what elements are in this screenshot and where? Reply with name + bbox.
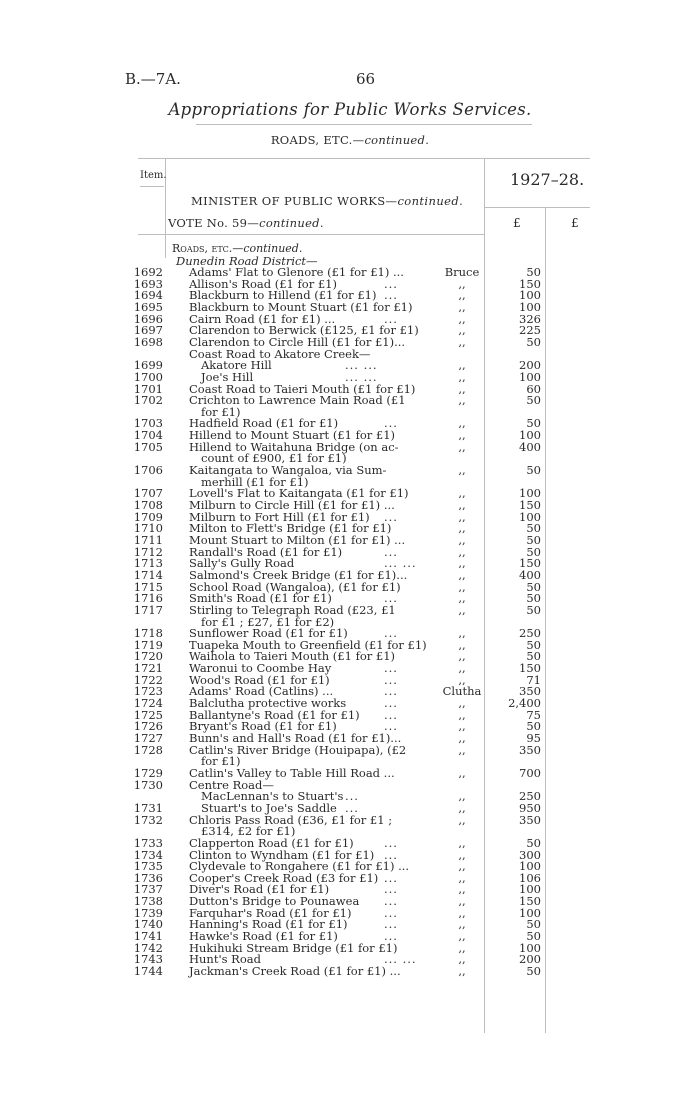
item-number: 1702 bbox=[133, 393, 163, 408]
table-row bbox=[0, 441, 700, 453]
item-number: 1721 bbox=[133, 661, 163, 676]
item-amount: 60 bbox=[526, 381, 541, 396]
item-number: 1719 bbox=[133, 637, 163, 652]
item-description: Smith's Road (£1 for £1) bbox=[189, 591, 332, 606]
item-description: Stuart's to Joe's Saddle bbox=[201, 800, 337, 815]
item-amount: 100 bbox=[519, 486, 541, 501]
item-amount: 400 bbox=[519, 439, 541, 454]
item-number: 1715 bbox=[133, 579, 163, 594]
item-number: 1724 bbox=[133, 696, 163, 711]
item-amount: 100 bbox=[519, 905, 541, 920]
leader-dots: ... bbox=[384, 917, 398, 932]
item-number: 1739 bbox=[133, 905, 163, 920]
leader-dots: ... bbox=[384, 509, 398, 524]
item-district: ,, bbox=[458, 463, 466, 478]
table-row bbox=[0, 814, 700, 826]
item-description: Waihola to Taieri Mouth (£1 for £1) bbox=[189, 649, 396, 664]
item-district: ,, bbox=[458, 544, 466, 559]
item-district: ,, bbox=[458, 731, 466, 745]
page-subtitle bbox=[0, 133, 700, 147]
item-number: 1711 bbox=[133, 532, 163, 547]
item-description: Adams' Flat to Glenore (£1 for £1) ... bbox=[189, 265, 404, 279]
table-row bbox=[0, 266, 700, 278]
leader-dots: ... bbox=[384, 544, 398, 559]
item-number: 1708 bbox=[133, 498, 163, 512]
item-district: ,, bbox=[458, 556, 466, 571]
item-district: ,, bbox=[458, 800, 466, 815]
leader-dots: ... bbox=[384, 882, 398, 897]
minister-continued: continued. bbox=[397, 194, 464, 208]
item-description: Adams' Road (Catlins) ... bbox=[189, 684, 334, 699]
item-number: 1695 bbox=[133, 299, 163, 314]
table-top-rule bbox=[138, 158, 590, 159]
item-amount: 250 bbox=[519, 626, 541, 641]
page-number: 66 bbox=[356, 70, 376, 88]
item-description: Crichton to Lawrence Main Road (£1 bbox=[189, 393, 406, 408]
item-number: 1694 bbox=[133, 288, 163, 303]
item-district: ,, bbox=[458, 637, 466, 652]
page-title: Appropriations for Public Works Services. bbox=[168, 100, 532, 119]
item-amount: 106 bbox=[519, 870, 541, 885]
item-amount: 100 bbox=[519, 299, 541, 314]
item-description: Cairn Road (£1 for £1) ... bbox=[189, 311, 336, 326]
item-number: 1728 bbox=[133, 742, 163, 757]
item-description: Farquhar's Road (£1 for £1) bbox=[189, 905, 352, 920]
table-row bbox=[0, 662, 700, 674]
item-description: Centre Road— bbox=[189, 777, 274, 792]
table-row bbox=[0, 674, 700, 686]
item-district: Clutha bbox=[442, 684, 482, 699]
item-district: ,, bbox=[458, 591, 466, 606]
item-number: 1741 bbox=[133, 929, 163, 944]
pound-heading-1: £ bbox=[513, 216, 521, 230]
item-amount: 100 bbox=[519, 940, 541, 955]
item-number: 1734 bbox=[133, 847, 163, 862]
item-district: ,, bbox=[458, 369, 466, 384]
item-amount: 50 bbox=[526, 265, 541, 279]
item-district: ,, bbox=[458, 323, 466, 338]
item-description: Coast Road to Taieri Mouth (£1 for £1) bbox=[189, 381, 416, 396]
table-row bbox=[0, 744, 700, 756]
item-district: ,, bbox=[458, 626, 466, 641]
item-description: Mount Stuart to Milton (£1 for £1) ... bbox=[189, 532, 406, 547]
item-number: 1703 bbox=[133, 416, 163, 431]
item-number: 1725 bbox=[133, 707, 163, 722]
item-description: Diver's Road (£1 for £1) bbox=[189, 882, 330, 897]
item-number: 1697 bbox=[133, 323, 163, 338]
item-amount: 50 bbox=[526, 602, 541, 617]
item-amount: 700 bbox=[519, 765, 541, 780]
item-amount: 150 bbox=[519, 661, 541, 676]
item-amount: 300 bbox=[519, 847, 541, 862]
item-description: School Road (Wangaloa), (£1 for £1) bbox=[189, 579, 401, 594]
item-description: Tuapeka Mouth to Greenfield (£1 for £1) bbox=[189, 637, 427, 652]
item-amount: 150 bbox=[519, 276, 541, 291]
item-description: Milton to Flett's Bridge (£1 for £1) bbox=[189, 521, 392, 536]
item-district: ,, bbox=[458, 486, 466, 501]
leader-dots: ... bbox=[384, 905, 398, 920]
item-number: 1707 bbox=[133, 486, 163, 501]
table-row bbox=[0, 534, 700, 546]
district-heading: Dunedin Road District— bbox=[176, 254, 318, 268]
item-number: 1710 bbox=[133, 521, 163, 536]
item-description: Clarendon to Berwick (£125, £1 for £1) bbox=[189, 323, 419, 338]
item-amount: 71 bbox=[526, 672, 541, 687]
item-district: ,, bbox=[458, 416, 466, 431]
item-amount: 50 bbox=[526, 637, 541, 652]
item-district: Bruce bbox=[444, 265, 480, 279]
item-number: 1698 bbox=[133, 334, 163, 349]
item-description: Stirling to Telegraph Road (£23, £1 bbox=[189, 602, 396, 617]
item-amount: 100 bbox=[519, 509, 541, 524]
item-amount: 50 bbox=[526, 917, 541, 932]
table-row bbox=[0, 685, 700, 697]
table-row bbox=[0, 767, 700, 779]
item-description: Chloris Pass Road (£36, £1 for £1 ; bbox=[189, 812, 393, 827]
leader-dots: ... bbox=[384, 719, 398, 734]
item-description: Jackman's Creek Road (£1 for £1) ... bbox=[189, 964, 401, 978]
item-number: 1705 bbox=[133, 439, 163, 454]
item-district: ,, bbox=[458, 393, 466, 408]
item-column-heading: Item. bbox=[140, 170, 167, 181]
item-district: ,, bbox=[458, 567, 466, 582]
table-row bbox=[0, 301, 700, 313]
item-description: Joe's Hill bbox=[201, 369, 254, 384]
item-district: ,, bbox=[458, 847, 466, 862]
item-amount: 350 bbox=[519, 812, 541, 827]
vote-main: VOTE No. 59— bbox=[168, 216, 260, 230]
leader-dots: ... ... bbox=[384, 556, 417, 571]
table-row bbox=[0, 406, 700, 418]
leader-dots: ... bbox=[384, 626, 398, 641]
item-district: ,, bbox=[458, 742, 466, 757]
item-district: ,, bbox=[458, 276, 466, 291]
item-number: 1731 bbox=[133, 800, 163, 815]
item-district: ,, bbox=[458, 905, 466, 920]
item-amount: 50 bbox=[526, 463, 541, 478]
item-amount: 75 bbox=[526, 707, 541, 722]
item-number: 1692 bbox=[133, 265, 163, 279]
section-continued: —continued. bbox=[232, 242, 303, 255]
item-description: MacLennan's to Stuart's bbox=[201, 789, 344, 804]
item-description: Bunn's and Hall's Road (£1 for £1)... bbox=[189, 731, 402, 745]
item-district: ,, bbox=[458, 894, 466, 909]
item-number: 1743 bbox=[133, 952, 163, 967]
item-amount: 150 bbox=[519, 556, 541, 571]
item-number: 1720 bbox=[133, 649, 163, 664]
item-amount: 326 bbox=[519, 311, 541, 326]
leader-dots: ... bbox=[384, 661, 398, 676]
item-amount: 50 bbox=[526, 964, 541, 978]
item-number: 1729 bbox=[133, 765, 163, 780]
item-number: 1738 bbox=[133, 894, 163, 909]
item-description: Hawke's Road (£1 for £1) bbox=[189, 929, 338, 944]
item-description: Kaitangata to Wangaloa, via Sum- bbox=[189, 463, 387, 478]
item-number: 1706 bbox=[133, 463, 163, 478]
leader-dots: ... bbox=[384, 696, 398, 711]
leader-dots: ... bbox=[384, 929, 398, 944]
item-district: ,, bbox=[458, 299, 466, 314]
item-description: Hukihuki Stream Bridge (£1 for £1) bbox=[189, 940, 398, 955]
item-description: Milburn to Fort Hill (£1 for £1) bbox=[189, 509, 370, 524]
table-row bbox=[0, 872, 700, 884]
item-number: 1700 bbox=[133, 369, 163, 384]
item-amount: 100 bbox=[519, 859, 541, 874]
item-number: 1722 bbox=[133, 672, 163, 687]
document-code: B.—7A. bbox=[125, 70, 181, 88]
leader-dots: ... bbox=[384, 847, 398, 862]
item-amount: 50 bbox=[526, 835, 541, 850]
item-district: ,, bbox=[458, 952, 466, 967]
subtitle-main: ROADS, ETC.— bbox=[270, 133, 365, 147]
item-number: 1713 bbox=[133, 556, 163, 571]
leader-dots: ... bbox=[384, 311, 398, 326]
leader-dots: ... bbox=[384, 707, 398, 722]
item-district: ,, bbox=[458, 870, 466, 885]
item-district: ,, bbox=[458, 672, 466, 687]
item-district: ,, bbox=[458, 649, 466, 664]
item-number: 1732 bbox=[133, 812, 163, 827]
item-description: Catlin's River Bridge (Houipapa), (£2 bbox=[189, 742, 407, 757]
leader-dots: ... ... bbox=[345, 358, 378, 373]
item-amount: 350 bbox=[519, 742, 541, 757]
item-description: Hillend to Waitahuna Bridge (on ac- bbox=[189, 439, 399, 454]
item-description: £314, £2 for £1) bbox=[201, 824, 296, 839]
leader-dots: ... bbox=[384, 684, 398, 699]
item-number: 1733 bbox=[133, 835, 163, 850]
item-district: ,, bbox=[458, 498, 466, 512]
item-description: Sally's Gully Road bbox=[189, 556, 295, 571]
item-amount: 250 bbox=[519, 789, 541, 804]
item-number: 1742 bbox=[133, 940, 163, 955]
item-number: 1701 bbox=[133, 381, 163, 396]
item-description: Bryant's Road (£1 for £1) bbox=[189, 719, 337, 734]
minister-main: MINISTER OF PUBLIC WORKS— bbox=[191, 194, 398, 208]
section-main: Roads, etc. bbox=[172, 242, 233, 255]
item-description: Cooper's Creek Road (£3 for £1) bbox=[189, 870, 379, 885]
table-row bbox=[0, 616, 700, 628]
item-description: Randall's Road (£1 for £1) bbox=[189, 544, 343, 559]
leader-dots: ... bbox=[384, 276, 398, 291]
item-district: ,, bbox=[458, 381, 466, 396]
item-amount: 50 bbox=[526, 416, 541, 431]
item-description: Balclutha protective works bbox=[189, 696, 347, 711]
item-description: Clydevale to Rongahere (£1 for £1) ... bbox=[189, 859, 410, 874]
item-description: Akatore Hill bbox=[201, 358, 272, 373]
item-amount: 400 bbox=[519, 567, 541, 582]
item-amount: 2,400 bbox=[508, 696, 541, 711]
table-row bbox=[0, 546, 700, 558]
table-row bbox=[0, 581, 700, 593]
item-district: ,, bbox=[458, 521, 466, 536]
item-number: 1736 bbox=[133, 870, 163, 885]
year-column-heading: 1927–28. bbox=[510, 170, 585, 189]
leader-dots: ... bbox=[384, 672, 398, 687]
item-number: 1716 bbox=[133, 591, 163, 606]
item-description: Allison's Road (£1 for £1) bbox=[189, 276, 337, 291]
item-description: merhill (£1 for £1) bbox=[201, 474, 309, 489]
item-district: ,, bbox=[458, 579, 466, 594]
item-amount: 150 bbox=[519, 498, 541, 512]
item-description: Milburn to Circle Hill (£1 for £1) ... bbox=[189, 498, 395, 512]
item-number: 1723 bbox=[133, 684, 163, 699]
item-amount: 100 bbox=[519, 369, 541, 384]
item-district: ,, bbox=[458, 835, 466, 850]
item-number: 1744 bbox=[133, 964, 163, 978]
item-amount: 50 bbox=[526, 544, 541, 559]
item-amount: 95 bbox=[526, 731, 541, 745]
item-description: Lovell's Flat to Kaitangata (£1 for £1) bbox=[189, 486, 409, 501]
item-amount: 100 bbox=[519, 428, 541, 443]
item-number: 1740 bbox=[133, 917, 163, 932]
item-description: Clarendon to Circle Hill (£1 for £1)... bbox=[189, 334, 406, 349]
item-amount: 50 bbox=[526, 591, 541, 606]
item-amount: 50 bbox=[526, 719, 541, 734]
item-number: 1735 bbox=[133, 859, 163, 874]
table-row bbox=[0, 709, 700, 721]
item-description: Blackburn to Mount Stuart (£1 for £1) bbox=[189, 299, 413, 314]
item-description: for £1 ; £27, £1 for £2) bbox=[201, 614, 335, 629]
item-district: ,, bbox=[458, 964, 466, 978]
item-description: Hanning's Road (£1 for £1) bbox=[189, 917, 348, 932]
item-number: 1704 bbox=[133, 428, 163, 443]
year-head-rule bbox=[485, 207, 590, 208]
item-number: 1718 bbox=[133, 626, 163, 641]
item-district: ,, bbox=[458, 940, 466, 955]
item-district: ,, bbox=[458, 707, 466, 722]
item-description: Catlin's Valley to Table Hill Road ... bbox=[189, 765, 395, 780]
item-number: 1696 bbox=[133, 311, 163, 326]
item-amount: 200 bbox=[519, 952, 541, 967]
table-row bbox=[0, 942, 700, 954]
item-district: ,, bbox=[458, 602, 466, 617]
item-amount: 50 bbox=[526, 334, 541, 349]
vote-continued: continued. bbox=[259, 216, 324, 230]
table-row bbox=[0, 965, 700, 977]
item-number: 1726 bbox=[133, 719, 163, 734]
item-amount: 100 bbox=[519, 882, 541, 897]
item-number: 1709 bbox=[133, 509, 163, 524]
item-district: ,, bbox=[458, 358, 466, 373]
item-amount: 100 bbox=[519, 288, 541, 303]
item-district: ,, bbox=[458, 696, 466, 711]
item-description: Wood's Road (£1 for £1) bbox=[189, 672, 330, 687]
item-amount: 50 bbox=[526, 393, 541, 408]
item-number: 1727 bbox=[133, 731, 163, 745]
item-description: Hunt's Road bbox=[189, 952, 261, 967]
item-district: ,, bbox=[458, 288, 466, 303]
item-district: ,, bbox=[458, 929, 466, 944]
item-head-rule bbox=[140, 186, 164, 187]
item-amount: 150 bbox=[519, 894, 541, 909]
item-description: Clinton to Wyndham (£1 for £1) bbox=[189, 847, 375, 862]
leader-dots: ... bbox=[384, 591, 398, 606]
item-description: Dutton's Bridge to Pounawea bbox=[189, 894, 360, 909]
leader-dots: ... ... bbox=[345, 369, 378, 384]
table-row bbox=[0, 394, 700, 406]
subtitle-continued: continued. bbox=[364, 133, 430, 147]
leader-dots: ... bbox=[384, 835, 398, 850]
item-district: ,, bbox=[458, 311, 466, 326]
item-amount: 50 bbox=[526, 929, 541, 944]
item-district: ,, bbox=[458, 661, 466, 676]
table-row bbox=[0, 604, 700, 616]
item-amount: 200 bbox=[519, 358, 541, 373]
item-description: Ballantyne's Road (£1 for £1) bbox=[189, 707, 360, 722]
leader-dots: ... bbox=[384, 288, 398, 303]
item-district: ,, bbox=[458, 509, 466, 524]
item-description: Waronui to Coombe Hay bbox=[189, 661, 332, 676]
item-number: 1717 bbox=[133, 602, 163, 617]
item-description: Hillend to Mount Stuart (£1 for £1) bbox=[189, 428, 396, 443]
item-amount: 950 bbox=[519, 800, 541, 815]
item-district: ,, bbox=[458, 812, 466, 827]
item-amount: 50 bbox=[526, 579, 541, 594]
item-amount: 50 bbox=[526, 521, 541, 536]
item-district: ,, bbox=[458, 917, 466, 932]
item-description: Salmond's Creek Bridge (£1 for £1)... bbox=[189, 567, 408, 582]
item-district: ,, bbox=[458, 428, 466, 443]
leader-dots: ... bbox=[384, 870, 398, 885]
leader-dots: ... bbox=[384, 894, 398, 909]
item-description: for £1) bbox=[201, 754, 241, 769]
item-description: Sunflower Road (£1 for £1) bbox=[189, 626, 348, 641]
table-row bbox=[0, 464, 700, 476]
vote-heading bbox=[168, 216, 324, 230]
item-description: count of £900, £1 for £1) bbox=[201, 451, 347, 466]
item-amount: 50 bbox=[526, 649, 541, 664]
item-number: 1699 bbox=[133, 358, 163, 373]
leader-dots: ... ... bbox=[384, 952, 417, 967]
leader-dots: ... bbox=[345, 789, 359, 804]
item-description: Blackburn to Hillend (£1 for £1) bbox=[189, 288, 377, 303]
leader-dots: ... bbox=[384, 416, 398, 431]
table-row bbox=[0, 918, 700, 930]
item-description: Clapperton Road (£1 for £1) bbox=[189, 835, 354, 850]
item-description: Coast Road to Akatore Creek— bbox=[189, 346, 371, 361]
item-amount: 350 bbox=[519, 684, 541, 699]
pound-heading-2: £ bbox=[571, 216, 579, 230]
item-number: 1730 bbox=[133, 777, 163, 792]
item-district: ,, bbox=[458, 882, 466, 897]
minister-heading bbox=[191, 194, 463, 208]
title-rule bbox=[196, 124, 532, 125]
table-row bbox=[0, 907, 700, 919]
item-district: ,, bbox=[458, 859, 466, 874]
item-amount: 225 bbox=[519, 323, 541, 338]
item-district: ,, bbox=[458, 439, 466, 454]
vote-rule bbox=[138, 234, 484, 235]
item-district: ,, bbox=[458, 789, 466, 804]
leader-dots: ... bbox=[345, 800, 359, 815]
item-number: 1737 bbox=[133, 882, 163, 897]
item-description: for £1) bbox=[201, 404, 241, 419]
item-district: ,, bbox=[458, 765, 466, 780]
item-amount: 50 bbox=[526, 532, 541, 547]
item-district: ,, bbox=[458, 532, 466, 547]
item-number: 1712 bbox=[133, 544, 163, 559]
item-number: 1714 bbox=[133, 567, 163, 582]
item-description: Hadfield Road (£1 for £1) bbox=[189, 416, 339, 431]
item-district: ,, bbox=[458, 334, 466, 349]
item-number: 1693 bbox=[133, 276, 163, 291]
table-row bbox=[0, 650, 700, 662]
item-district: ,, bbox=[458, 719, 466, 734]
